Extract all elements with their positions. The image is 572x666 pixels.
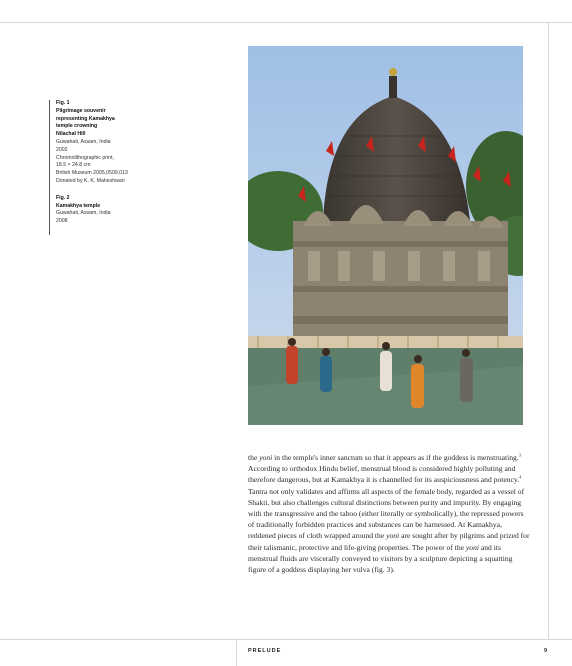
text-run: are sought after by pilgrims and prized for their talismanic, protective and life-giving properties. The power of the (248, 531, 530, 552)
caption-detail: Guwahati, Assam, India (56, 138, 111, 145)
finial-top (389, 68, 397, 76)
text-run: in the temple's inner sanctum so that it appears as if the goddess is menstruating. (272, 453, 519, 462)
italic-term: yoni (386, 531, 400, 541)
caption-label: Fig. 2 (56, 194, 70, 201)
italic-term: yoni (465, 542, 479, 552)
caption-detail: 2002 (56, 146, 68, 153)
temple-illustration (248, 46, 523, 425)
caption-title-line: temple crowning (56, 123, 98, 130)
text-run: and its menstrual fluids are viscerally conveyed to visitors by a sculpture depicting a squatting figure of a goddess displaying her vulva (fig. 3). (248, 542, 513, 575)
finial (389, 76, 397, 98)
caption-detail: 18.5 × 24.8 cm (56, 162, 91, 169)
caption-title-line: Pilgrimage souvenir (56, 107, 106, 114)
temple-photograph (248, 46, 523, 425)
text-run: Tantra not only validates and affirms all aspects of the female body, regarded as a vessel of Shakti, but also challenges cultural distinctions between purity and impurity. By engaging with the transgressive and the taboo (either literally or symbolically), the repressed powers of traditionally forbidden practices and substances can be harnessed. At Kamakhya, reddened pieces of cloth wrapped around the (248, 486, 525, 541)
figure-captions (49, 100, 156, 235)
italic-term: yoni (259, 453, 273, 462)
caption-label: Fig. 1 (56, 100, 70, 106)
page-number: 9 (544, 648, 548, 654)
footer-rule (0, 639, 572, 640)
caption-title-line: Nilachal Hill (56, 131, 86, 138)
caption-detail: Donated by K. K. Maheshwari (56, 177, 125, 184)
caption-detail: Chromolithographic print, (56, 154, 114, 161)
footnote-ref[interactable]: 3 (518, 452, 521, 458)
body-paragraph (248, 452, 530, 575)
caption-title-line: representing Kamakhya (56, 115, 115, 122)
text-run: According to orthodox Hindu belief, menstrual blood is considered highly polluting and therefore dangerous, but at Kamakhya it is channelled for its auspiciousness and potency. (248, 464, 520, 485)
caption-detail: British Museum 2005,0509,013 (56, 170, 128, 177)
caption-fig-2 (56, 195, 156, 226)
running-footer-section: PRELUDE (248, 648, 282, 654)
right-margin-rule (548, 22, 549, 639)
text-run: the (248, 453, 260, 462)
footnote-ref[interactable]: 4 (519, 474, 522, 480)
footer-separator (236, 639, 237, 666)
caption-detail: Guwahati, Assam, India (56, 210, 111, 217)
caption-fig-1 (56, 100, 156, 186)
caption-detail: 2008 (56, 218, 68, 225)
caption-title-line: Kamakhya temple (56, 202, 101, 209)
top-rule (0, 22, 572, 23)
